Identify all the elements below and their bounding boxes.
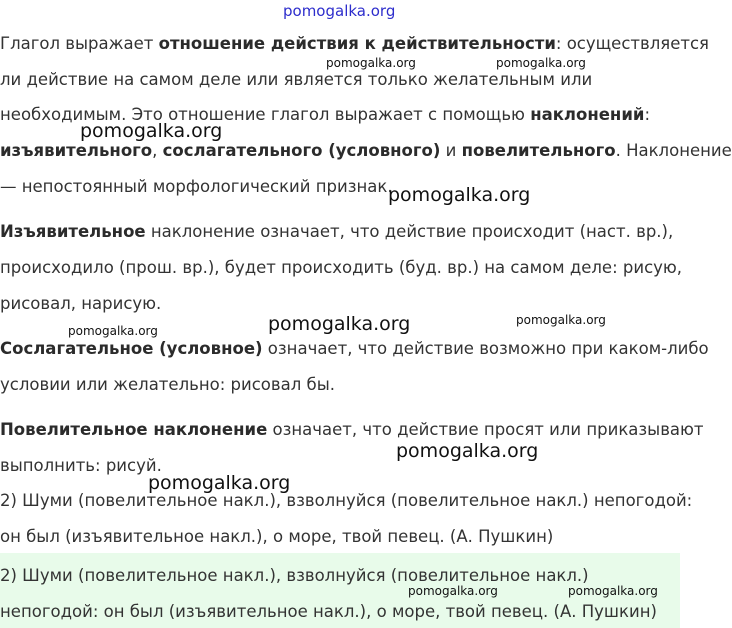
paragraph-1-line-2: ли действие на самом деле или является только желательным или: [0, 70, 593, 89]
paragraph-1-line-1: Глагол выражает отношение действия к действительности: осуществляется: [0, 34, 709, 53]
watermark-top: pomogalka.org: [283, 2, 396, 20]
watermark: pomogalka.org: [148, 472, 291, 494]
watermark: pomogalka.org: [326, 56, 416, 70]
answer-line-2: непогодой: он был (изъявительное накл.), о море, твой певец. (А. Пушкин): [0, 602, 657, 621]
watermark: pomogalka.org: [268, 313, 411, 335]
watermark: pomogalka.org: [80, 120, 223, 142]
paragraph-2-line-1: Изъявительное наклонение означает, что действие происходит (наст. вр.),: [0, 222, 674, 241]
watermark: pomogalka.org: [408, 584, 498, 598]
example-line-1: 2) Шуми (повелительное накл.), взволнуйся (повелительное накл.) непогодой:: [0, 491, 693, 510]
paragraph-4-line-2: выполнить: рисуй.: [0, 456, 162, 475]
paragraph-3-line-1: Сослагательное (условное) означает, что действие возможно при каком-либо: [0, 339, 709, 358]
example-line-2: он был (изъявительное накл.), о море, твой певец. (А. Пушкин): [0, 527, 554, 546]
watermark: pomogalka.org: [568, 584, 658, 598]
watermark: pomogalka.org: [396, 440, 539, 462]
paragraph-2-line-3: рисовал, нарисую.: [0, 294, 162, 313]
paragraph-2-line-2: происходило (прош. вр.), будет происходить (буд. вр.) на самом деле: рисую,: [0, 258, 683, 277]
watermark: pomogalka.org: [68, 324, 158, 338]
paragraph-1-line-3: необходимым. Это отношение глагол выражает с помощью наклонений:: [0, 105, 651, 124]
paragraph-3-line-2: условии или желательно: рисовал бы.: [0, 375, 335, 394]
watermark: pomogalka.org: [388, 184, 531, 206]
paragraph-4-line-1: Повелительное наклонение означает, что действие просят или приказывают: [0, 420, 704, 439]
answer-line-1: 2) Шуми (повелительное накл.), взволнуйся (повелительное накл.): [0, 566, 589, 585]
paragraph-1-line-5: — непостоянный морфологический признак.: [0, 177, 393, 196]
watermark: pomogalka.org: [496, 56, 586, 70]
paragraph-1-line-4: изъявительного, сослагательного (условного) и повелительного. Наклонение: [0, 141, 732, 160]
watermark: pomogalka.org: [516, 313, 606, 327]
